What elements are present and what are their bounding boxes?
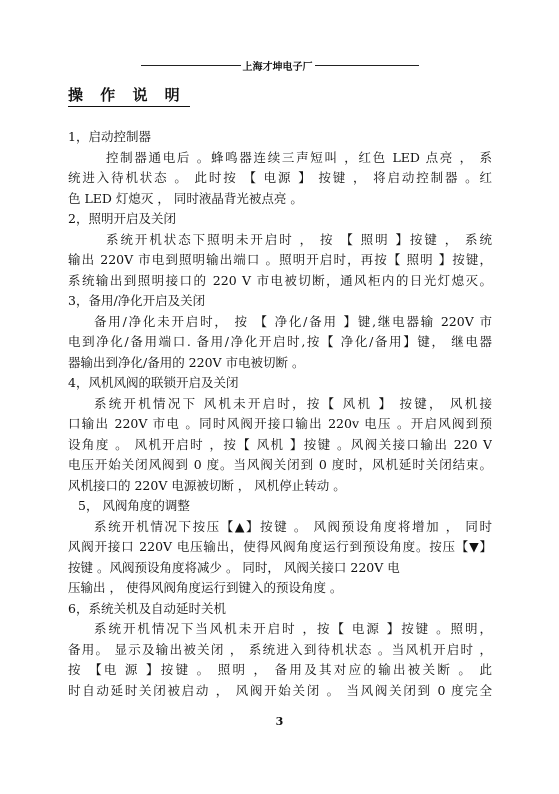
paragraph-line: 口输出 220V 市电 。同时风阀开接口输出 220v 电压 。开启风阀到预 <box>68 416 492 431</box>
page-title: 操 作 说 明 <box>68 84 190 107</box>
paragraph-line: 输出 220V 市电到照明输出端口 。照明开启时，再按【 照明 】按键， <box>68 252 492 267</box>
paragraph-line: 统进入待机状态 。 此时按 【 电源 】 按键 ， 将启动控制器 。红 <box>68 170 492 185</box>
section-heading: 1，启动控制器 <box>68 129 151 144</box>
paragraph-line: 系统输出到照明接口的 220 V 市电被切断，通风柜内的日光灯熄灭。 <box>68 272 492 288</box>
paragraph-line: 电压开始关闭风阀到 0 度。当风阀关闭到 0 度时，风机延时关闭结束。 <box>68 457 492 472</box>
page-header <box>0 58 559 73</box>
paragraph-line: 风阀开接口 220V 电压输出，使得风阀角度运行到预设角度。按压【▼】 <box>68 539 492 554</box>
header-company-name: 上海才坤电子厂 <box>242 62 313 73</box>
section-heading: 2，照明开启及关闭 <box>68 211 176 226</box>
paragraph-line: 系统开机情况下当风机未开启时 ，按【 电源 】按键 。照明， <box>94 621 492 636</box>
paragraph-line: 设角度 。 风机开启时 ，按【 风机 】按键 。风阀关接口输出 220 V <box>68 436 492 452</box>
document-body <box>68 127 492 701</box>
header-rule-left <box>141 65 241 66</box>
section-heading: 3，备用/净化开启及关闭 <box>68 293 206 308</box>
section-heading: 5， 风阀角度的调整 <box>78 498 190 513</box>
page-number: 3 <box>275 715 284 728</box>
paragraph-line: 备用。 显示及输出被关闭 ， 系统进入到待机状态 。当风机开启时 ， <box>68 641 492 657</box>
paragraph-line: 风机接口的 220V 电源被切断 ， 风机停止转动 。 <box>68 477 346 493</box>
section-heading: 6，系统关机及自动延时关机 <box>68 600 226 616</box>
paragraph-line: 系统开机情况下按压【▲】按键 。 风阀预设角度将增加 ， 同时 <box>94 518 492 534</box>
paragraph-line: 系统开机状态下照明未开启时 ， 按 【 照明 】按键 ， 系统 <box>106 231 492 247</box>
header-rule-right <box>315 65 419 66</box>
paragraph-line: 压输出 ， 使得风阀角度运行到键入的预设角度 。 <box>68 580 343 595</box>
section-heading: 4，风机风阀的联锁开启及关闭 <box>68 375 239 390</box>
paragraph-line: 按 【电 源 】按键 。 照明 ， 备用及其对应的输出被关断 。 此 <box>68 662 492 677</box>
paragraph-line: 器输出到净化/备用的 220V 市电被切断 。 <box>68 354 305 370</box>
paragraph-line: 控制器通电后 。蜂鸣器连续三声短叫 ，红色 LED 点亮 ， 系 <box>106 149 492 165</box>
paragraph-line: 备用/净化未开启时， 按 【 净化/备用 】键,继电器输 220V 市 <box>94 313 492 329</box>
paragraph-line: 时自动延时关闭被启动 ， 风阀开始关闭 。 当风阀关闭到 0 度完全 <box>68 682 492 698</box>
paragraph-line: 电到净化/备用端口. 备用/净化开启时,按【 净化/备用】键， 继电器 <box>68 334 492 349</box>
paragraph-line: 按键 。风阀预设角度将减少 。 同时， 风阀关接口 220V 电 <box>68 559 400 575</box>
paragraph-line: 系统开机情况下 风机未开启时，按【 风机 】 按键， 风机接 <box>94 395 492 411</box>
paragraph-line: 色 LED 灯熄灭 ， 同时液晶背光被点亮 。 <box>68 190 303 206</box>
